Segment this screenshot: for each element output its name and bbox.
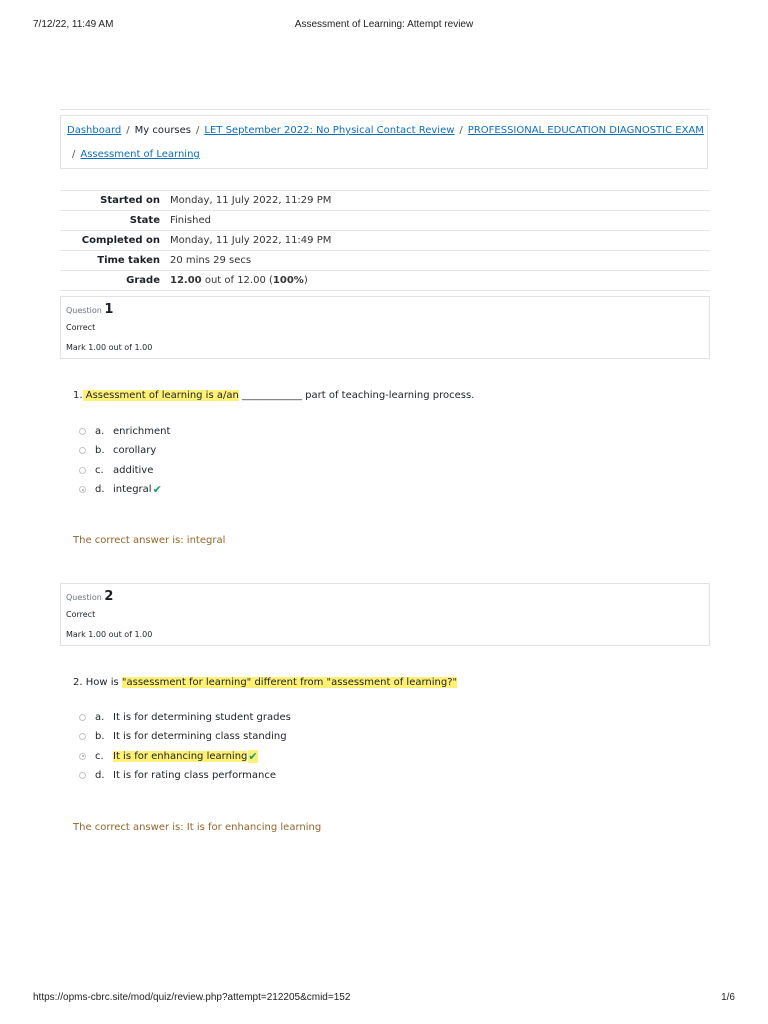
answer-letter: b. (95, 731, 105, 743)
summary-label: State (129, 215, 160, 226)
answer-letter: b. (95, 445, 105, 457)
breadcrumb-separator: / (459, 125, 463, 136)
grade-score: 12.00 (170, 275, 202, 286)
question-word: Question (66, 593, 102, 602)
summary-value: Finished (170, 215, 211, 226)
summary-value: 20 mins 29 secs (170, 255, 252, 266)
answer-text: It is for determining class standing (113, 731, 287, 743)
question-number: 1 (104, 302, 114, 317)
answer-text: It is for rating class performance (113, 770, 276, 782)
summary-label: Time taken (97, 255, 160, 266)
answer-letter: c. (95, 464, 104, 476)
radio-button[interactable] (79, 467, 86, 474)
answer-text: additive (113, 464, 154, 476)
answer-text: enrichment (113, 426, 171, 438)
check-icon: ✔ (152, 483, 162, 497)
breadcrumb-separator: / (126, 125, 130, 136)
breadcrumb-quiz-link[interactable]: Assessment of Learning (80, 149, 200, 160)
summary-label: Completed on (81, 235, 160, 246)
question-mark: Mark 1.00 out of 1.00 (66, 630, 153, 639)
question-word: Question (66, 306, 102, 315)
breadcrumb-course-link[interactable]: LET September 2022: No Physical Contact Review (204, 125, 455, 136)
answer-letter: a. (95, 426, 105, 438)
answer-option[interactable] (79, 441, 170, 460)
summary-row-state (60, 210, 710, 230)
summary-row-completed (60, 230, 710, 250)
grade-close: ) (303, 275, 308, 286)
question-highlight: Assessment of learning is a/an (82, 390, 239, 401)
answer-letter: d. (95, 770, 105, 782)
breadcrumb-dashboard-link[interactable]: Dashboard (67, 125, 122, 136)
summary-label: Started on (100, 195, 160, 206)
breadcrumb (60, 115, 708, 169)
summary-row-started (60, 190, 710, 210)
answer-option[interactable] (79, 461, 170, 480)
radio-button[interactable] (79, 714, 86, 721)
radio-button[interactable] (79, 428, 86, 435)
answer-option[interactable] (79, 422, 170, 441)
answer-option[interactable] (79, 708, 291, 727)
question-text-1 (73, 390, 474, 401)
summary-value: Monday, 11 July 2022, 11:29 PM (170, 195, 332, 206)
answer-list-1 (79, 422, 170, 499)
answer-letter: a. (95, 712, 105, 724)
answer-letter: c. (95, 750, 104, 762)
question-text-2 (73, 677, 457, 688)
correct-answer-feedback-1: The correct answer is: integral (73, 535, 226, 546)
correct-answer-feedback-2: The correct answer is: It is for enhancing learning (73, 822, 322, 833)
radio-button-checked[interactable] (79, 486, 86, 493)
question-info-1 (60, 296, 710, 359)
breadcrumb-my-courses: My courses (134, 125, 192, 136)
question-highlight: "assessment for learning" different from "assessment of learning?" (121, 677, 458, 688)
answer-list-2 (79, 708, 291, 785)
question-info-2 (60, 583, 710, 646)
summary-row-time-taken (60, 250, 710, 270)
question-state: Correct (66, 610, 96, 619)
answer-text: It is for enhancing learning (113, 750, 248, 762)
question-number: 2 (104, 589, 114, 604)
radio-button[interactable] (79, 772, 86, 779)
grade-value (170, 275, 308, 286)
radio-button-checked[interactable] (79, 753, 86, 760)
answer-text: corollary (113, 445, 157, 457)
print-url: https://opms-cbrc.site/mod/quiz/review.php?attempt=212205&cmid=152 (33, 992, 351, 1003)
answer-option-selected[interactable] (79, 747, 291, 766)
print-page-number: 1/6 (721, 992, 735, 1003)
summary-label: Grade (126, 275, 160, 286)
check-icon: ✔ (248, 749, 258, 763)
print-datetime: 7/12/22, 11:49 AM (33, 19, 114, 30)
question-prefix: 1. (73, 390, 83, 401)
answer-text: integral (113, 484, 152, 496)
answer-option[interactable] (79, 766, 291, 785)
breadcrumb-section-link[interactable]: PROFESSIONAL EDUCATION DIAGNOSTIC EXAM (467, 125, 704, 136)
summary-row-grade (60, 270, 710, 291)
attempt-summary-table (60, 190, 710, 291)
breadcrumb-separator: / (72, 149, 76, 160)
print-title: Assessment of Learning: Attempt review (294, 19, 474, 30)
question-rest: ____________ part of teaching-learning process. (238, 390, 475, 401)
summary-value: Monday, 11 July 2022, 11:49 PM (170, 235, 332, 246)
radio-button[interactable] (79, 733, 86, 740)
answer-letter: d. (95, 484, 105, 496)
answer-option-selected[interactable] (79, 480, 170, 499)
question-prefix: 2. How is (73, 677, 122, 688)
answer-text: It is for determining student grades (113, 712, 291, 724)
question-state: Correct (66, 323, 96, 332)
grade-percent: 100% (272, 275, 304, 286)
breadcrumb-separator: / (196, 125, 200, 136)
answer-option[interactable] (79, 727, 291, 746)
grade-out-of: out of 12.00 ( (201, 275, 273, 286)
radio-button[interactable] (79, 447, 86, 454)
top-divider (60, 109, 710, 110)
question-mark: Mark 1.00 out of 1.00 (66, 343, 153, 352)
